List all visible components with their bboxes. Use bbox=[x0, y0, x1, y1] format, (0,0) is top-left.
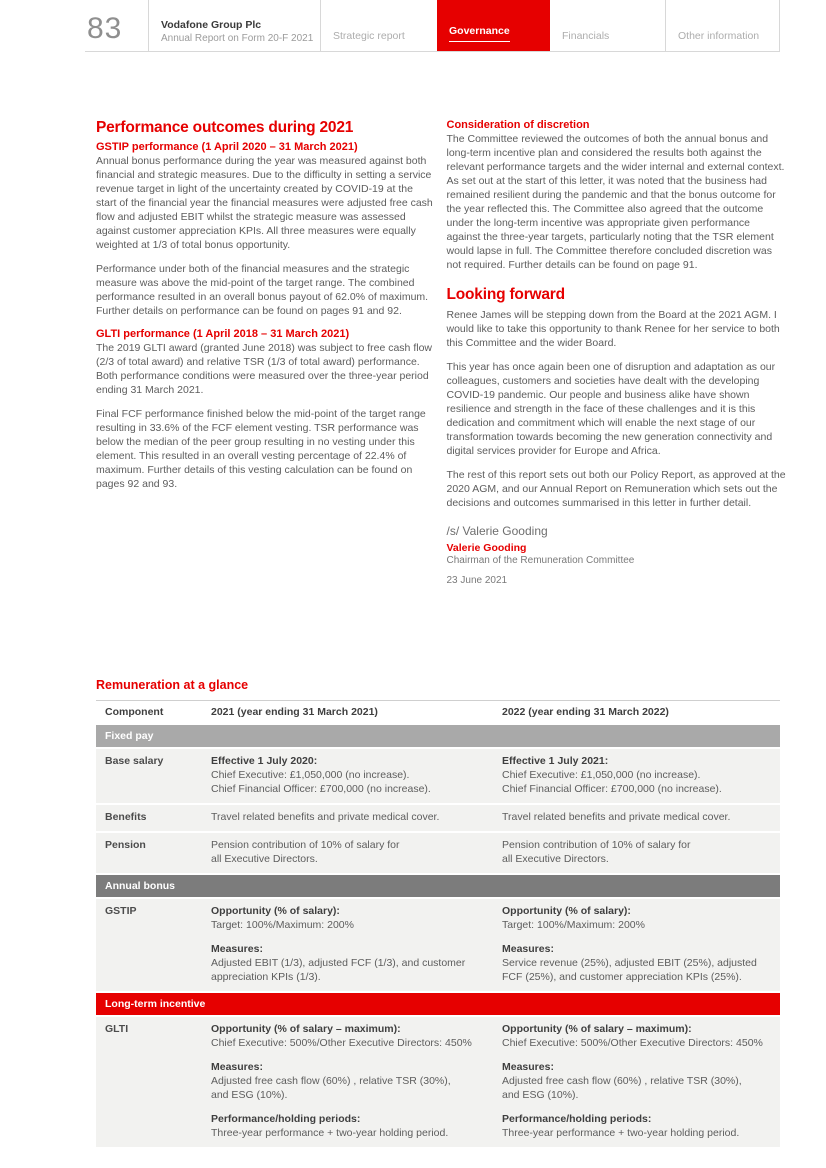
column-header-2022: 2022 (year ending 31 March 2022) bbox=[502, 706, 669, 718]
table-cell bbox=[502, 810, 780, 824]
cell-block-title: Measures: bbox=[502, 1061, 554, 1073]
cell-block bbox=[211, 1022, 502, 1050]
gstip-performance-heading: GSTIP performance (1 April 2020 – 31 March 2021) bbox=[96, 141, 358, 153]
cell-block-title: Opportunity (% of salary – maximum): bbox=[211, 1023, 401, 1035]
glti-performance-heading: GLTI performance (1 April 2018 – 31 March 2021) bbox=[96, 328, 350, 340]
table-cell bbox=[211, 810, 502, 824]
cell-block-title: Performance/holding periods: bbox=[211, 1113, 361, 1125]
cell-block-title: Measures: bbox=[502, 943, 554, 955]
cell-block bbox=[502, 838, 780, 866]
cell-block bbox=[211, 754, 502, 796]
cell-line: Adjusted free cash flow (60%) , relative TSR (30%), bbox=[502, 1075, 742, 1087]
cell-line: Service revenue (25%), adjusted EBIT (25%), adjusted bbox=[502, 957, 757, 969]
company-name: Vodafone Group Plc bbox=[161, 19, 262, 31]
cell-block-title: Opportunity (% of salary): bbox=[211, 905, 340, 917]
cell-block bbox=[502, 942, 780, 984]
glance-table-header bbox=[96, 700, 780, 725]
signatory-name: Valerie Gooding bbox=[446, 542, 527, 554]
cell-line: Chief Executive: £1,050,000 (no increase). bbox=[502, 769, 701, 781]
signatory-title: Chairman of the Remuneration Committee bbox=[446, 555, 635, 566]
page-number: 83 bbox=[87, 12, 123, 45]
looking-forward-paragraph-3: The rest of this report sets out both our Policy Report, as approved at the 2020 AGM, and our Annual Report on Remuneration which sets out the decisions and outcomes summarised in this letter in further detail. bbox=[446, 469, 786, 509]
cell-line: and ESG (10%). bbox=[211, 1089, 288, 1101]
cell-line: Target: 100%/Maximum: 200% bbox=[211, 919, 354, 931]
table-row bbox=[96, 1017, 780, 1147]
table-row bbox=[96, 805, 780, 831]
row-label: Benefits bbox=[105, 811, 147, 823]
looking-forward-paragraph-1: Renee James will be stepping down from the Board at the 2021 AGM. I would like to take this opportunity to thank Renee for her service to both this Committee and the wider Board. bbox=[446, 309, 780, 349]
cell-line: Three-year performance + two-year holding period. bbox=[211, 1127, 449, 1139]
tab-governance[interactable]: Governance bbox=[437, 0, 550, 51]
cell-line: FCF (25%), and customer appreciation KPIs (25%). bbox=[502, 971, 742, 983]
cell-block bbox=[211, 904, 502, 932]
cell-line: all Executive Directors. bbox=[502, 853, 609, 865]
cell-block-title: Measures: bbox=[211, 943, 263, 955]
table-row bbox=[96, 749, 780, 803]
report-title: Annual Report on Form 20-F 2021 bbox=[161, 33, 314, 44]
cell-line: Chief Executive: 500%/Other Executive Directors: 450% bbox=[502, 1037, 763, 1049]
consideration-of-discretion-heading: Consideration of discretion bbox=[446, 119, 590, 131]
cell-line: and ESG (10%). bbox=[502, 1089, 579, 1101]
looking-forward-paragraph-2: This year has once again been one of disruption and adaptation as our colleagues, customers and societies have dealt with the developing COVID-19 pandemic. Our people and business alike have shown resilience and strength in the face of these challenges and it is this dedication and commitment which will enable the next stage of our transformation towards becoming the new generation connectivity and digital services provider for Europe and Africa. bbox=[446, 361, 776, 457]
gstip-paragraph-1: Annual bonus performance during the year was measured against both financial and strategic measures. Due to the difficulty in setting a service revenue target in light of the uncertainty created by COVID-19 at the start of the financial year the financial measures were adjusted free cash flow and adjusted EBIT whilst the strategic measure was assessed against customer appreciation KPIs. All three measures were equally weighted at 1/3 of total bonus opportunity. bbox=[96, 155, 433, 251]
looking-forward-title: Looking forward bbox=[446, 286, 565, 303]
glance-title: Remuneration at a glance bbox=[96, 678, 249, 692]
cell-block bbox=[211, 942, 502, 984]
table-row bbox=[96, 833, 780, 873]
gstip-paragraph-2: Performance under both of the financial measures and the strategic measure was above the mid-point of the target range. The combined performance resulted in an overall bonus payout of 62.0% of maximum. Further details on performance can be found on pages 91 and 92. bbox=[96, 263, 429, 317]
section-band: Fixed pay bbox=[96, 725, 780, 747]
cell-block bbox=[502, 810, 780, 824]
tab-financials[interactable]: Financials bbox=[562, 30, 610, 42]
tab-other-information[interactable]: Other information bbox=[665, 0, 780, 51]
cell-line: Adjusted EBIT (1/3), adjusted FCF (1/3), and customer bbox=[211, 957, 466, 969]
cell-line: Chief Financial Officer: £700,000 (no increase). bbox=[502, 783, 722, 795]
cell-block-title: Opportunity (% of salary): bbox=[502, 905, 631, 917]
cell-block bbox=[211, 810, 502, 824]
glti-paragraph-1: The 2019 GLTI award (granted June 2018) was subject to free cash flow (2/3 of total award) and relative TSR (1/3 of total award) performance. Both performance conditions were measured over the three-year period ending 31 March 2021. bbox=[96, 342, 432, 396]
cell-line: Three-year performance + two-year holding period. bbox=[502, 1127, 740, 1139]
table-cell bbox=[502, 838, 780, 866]
cell-block-title: Opportunity (% of salary – maximum): bbox=[502, 1023, 692, 1035]
cell-line: Chief Executive: 500%/Other Executive Directors: 450% bbox=[211, 1037, 472, 1049]
cell-line: Chief Executive: £1,050,000 (no increase). bbox=[211, 769, 410, 781]
cell-line: all Executive Directors. bbox=[211, 853, 318, 865]
cell-line: Adjusted free cash flow (60%) , relative TSR (30%), bbox=[211, 1075, 451, 1087]
cell-block-title: Measures: bbox=[211, 1061, 263, 1073]
cell-block bbox=[211, 838, 502, 866]
row-label: Base salary bbox=[105, 755, 164, 767]
cell-block bbox=[502, 904, 780, 932]
table-cell bbox=[211, 1022, 502, 1140]
cell-block bbox=[502, 1060, 780, 1102]
section-band: Annual bonus bbox=[96, 875, 780, 897]
right-column bbox=[447, 119, 787, 677]
glti-paragraph-2: Final FCF performance finished below the mid-point of the target range resulting in 33.6% of the FCF element vesting. TSR performance was below the median of the peer group resulting in no vesting under this element. This resulted in an overall vesting percentage of 22.4% of maximum. Further details of this vesting calculation can be found on pages 92 and 93. bbox=[96, 408, 426, 490]
cell-block-title: Performance/holding periods: bbox=[502, 1113, 652, 1125]
remuneration-glance-section bbox=[96, 678, 780, 1149]
cell-line: Travel related benefits and private medical cover. bbox=[502, 811, 731, 823]
table-row bbox=[96, 899, 780, 991]
table-cell bbox=[211, 904, 502, 984]
discretion-paragraph: The Committee reviewed the outcomes of both the annual bonus and long-term incentive plan and considered the results both against the relevant performance targets and the wider internal and external context. As set out at the start of this letter, it was noted that the business had remained resilient during the pandemic and that the bonus outcome for the year reflected this. The Committee also agreed that the outcome under the long-term incentive was appropriate given performance against the three-year targets, particularly noting that the TSR element would lapse in full. The Committee therefore concluded discretion was not required. Further details can be found on page 91. bbox=[446, 133, 785, 271]
cell-block-title: Effective 1 July 2020: bbox=[211, 755, 318, 767]
tab-strategic-report[interactable]: Strategic report bbox=[320, 0, 437, 51]
table-cell bbox=[502, 904, 780, 984]
row-label: GLTI bbox=[105, 1023, 129, 1035]
column-header-component: Component bbox=[105, 706, 164, 718]
table-cell bbox=[211, 838, 502, 866]
performance-outcomes-title: Performance outcomes during 2021 bbox=[96, 119, 354, 136]
signature-script: /s/ Valerie Gooding bbox=[446, 524, 548, 538]
cell-block bbox=[502, 1112, 780, 1140]
cell-line: Pension contribution of 10% of salary for bbox=[211, 839, 400, 851]
cell-block bbox=[502, 754, 780, 796]
cell-line: Travel related benefits and private medical cover. bbox=[211, 811, 440, 823]
cell-block bbox=[211, 1112, 502, 1140]
cell-line: Chief Financial Officer: £700,000 (no increase). bbox=[211, 783, 431, 795]
cell-line: appreciation KPIs (1/3). bbox=[211, 971, 321, 983]
row-label: Pension bbox=[105, 839, 146, 851]
row-label: GSTIP bbox=[105, 905, 137, 917]
cell-block bbox=[211, 1060, 502, 1102]
cell-line: Target: 100%/Maximum: 200% bbox=[502, 919, 645, 931]
signature-date: 23 June 2021 bbox=[446, 575, 508, 586]
table-cell bbox=[502, 754, 780, 796]
table-cell bbox=[211, 754, 502, 796]
cell-block-title: Effective 1 July 2021: bbox=[502, 755, 609, 767]
letter-columns bbox=[96, 119, 786, 677]
section-band: Long-term incentive bbox=[96, 993, 780, 1015]
glance-table bbox=[96, 725, 780, 1147]
page-header bbox=[85, 0, 780, 52]
left-column bbox=[96, 119, 436, 677]
cell-line: Pension contribution of 10% of salary for bbox=[502, 839, 691, 851]
brand-block bbox=[148, 0, 320, 51]
cell-block bbox=[502, 1022, 780, 1050]
column-header-2021: 2021 (year ending 31 March 2021) bbox=[211, 706, 378, 718]
table-cell bbox=[502, 1022, 780, 1140]
